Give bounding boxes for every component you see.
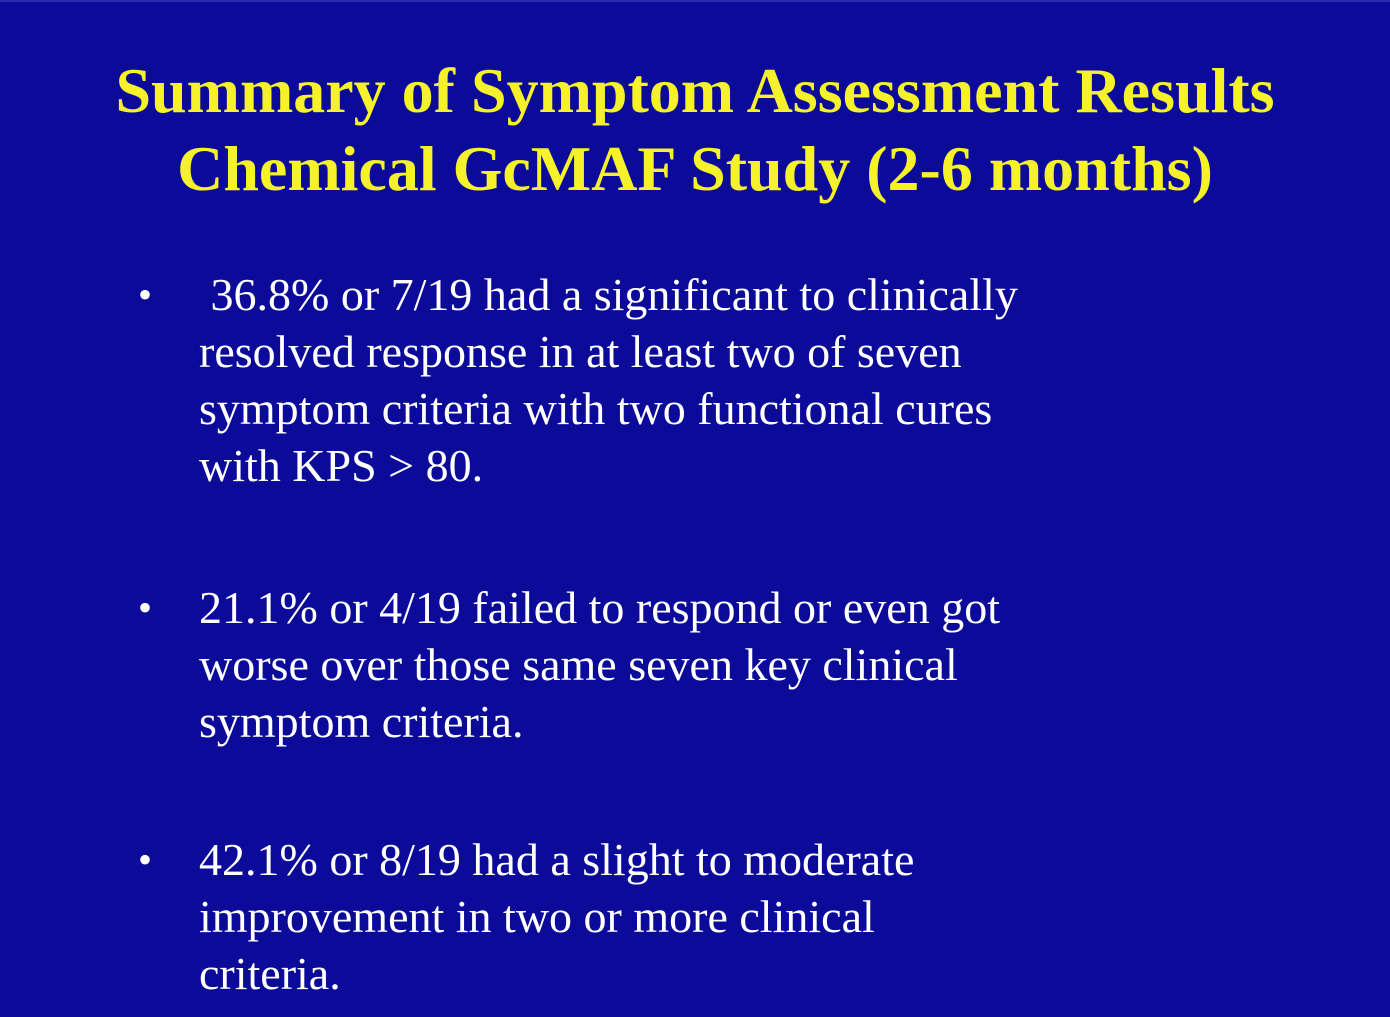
- bullet-2-line-2: worse over those same seven key clinical: [199, 639, 958, 690]
- bullet-2-line-1: 21.1% or 4/19 failed to respond or even got: [199, 582, 1000, 633]
- bullet-1-line-4: with KPS > 80.: [199, 440, 484, 491]
- bullet-2-line-3: symptom criteria.: [199, 696, 524, 747]
- bullet-1-line-1: 36.8% or 7/19 had a significant to clinically: [199, 269, 1018, 320]
- bullet-text-1: [199, 266, 1079, 494]
- bullet-3-line-3: criteria.: [199, 948, 341, 999]
- bullet-3-line-2: improvement in two or more clinical: [199, 891, 875, 942]
- title-line-1: Summary of Symptom Assessment Results: [115, 55, 1275, 126]
- bullet-icon: •: [138, 837, 153, 882]
- bullet-text-3: [199, 831, 1079, 1002]
- bullet-1-line-2: resolved response in at least two of seven: [199, 326, 962, 377]
- bullet-icon: •: [138, 585, 153, 630]
- bullet-icon: •: [138, 272, 153, 317]
- bullet-1-line-3: symptom criteria with two functional cures: [199, 383, 993, 434]
- bullet-text-2: [199, 579, 1079, 750]
- bullet-list: [0, 2, 1390, 1017]
- bullet-3-line-1: 42.1% or 8/19 had a slight to moderate: [199, 834, 915, 885]
- title-line-2: Chemical GcMAF Study (2-6 months): [177, 133, 1213, 204]
